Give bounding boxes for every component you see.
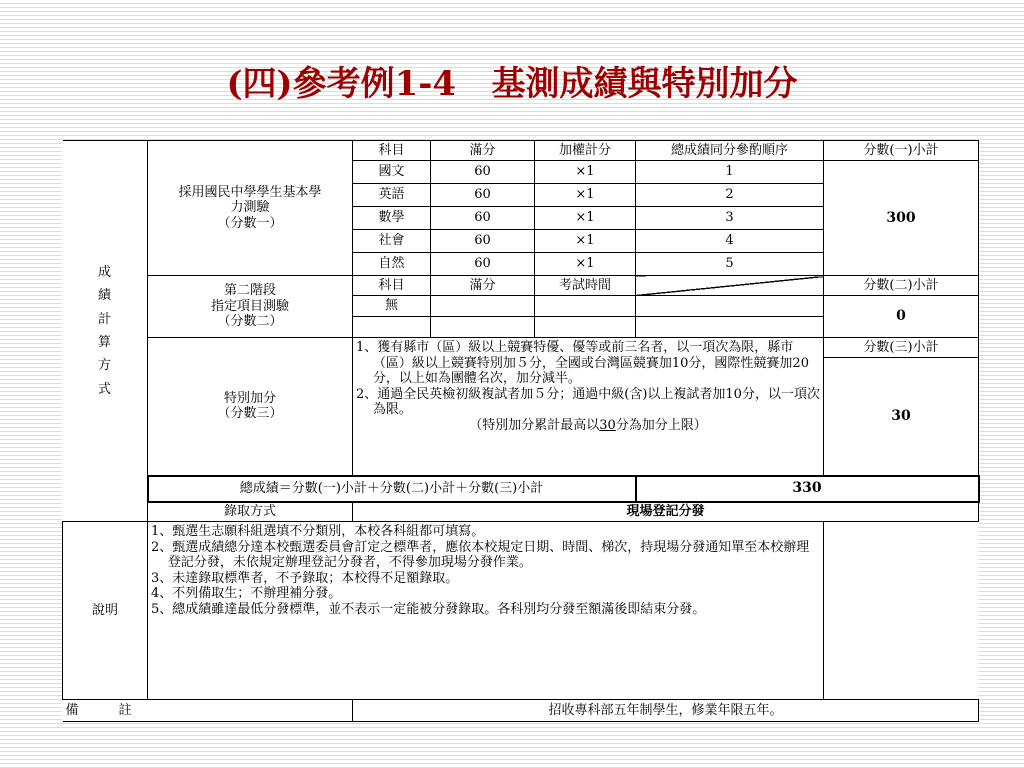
total-score: 330 [636, 476, 979, 502]
subtotal-1: 300 [824, 161, 979, 276]
side-label-cell [63, 141, 148, 522]
header2-subject: 科目 [353, 276, 431, 296]
bonus-rule-1: 1、獲有縣市（區）級以上競賽特優、優等或前三名者，以一項次為限，縣市（區）級以上競賽特別加５分，全國或台灣區競賽加10分，國際性競賽加20分，以上如為團體名次，加分減半。 [356, 340, 809, 387]
header2-full-score: 滿分 [431, 276, 535, 296]
admission-document [62, 140, 978, 720]
list-item: 3、未達錄取標準者，不予錄取；本校得不足額錄取。 [151, 570, 459, 586]
header-subject: 科目 [353, 141, 431, 161]
remarks-text: 招收專科部五年制學生，修業年限五年。 [353, 700, 979, 722]
header-subtotal-2: 分數(二)小計 [824, 276, 979, 296]
admission-method: 現場登記分發 [353, 502, 979, 522]
section2-name: 第二階段 指定項目測驗 （分數二） [148, 276, 353, 338]
table-row: 英語 60 ×1 2 [63, 184, 979, 207]
header-subtotal-3: 分數(三)小計 [824, 338, 979, 358]
list-item: 2、甄選成績總分達本校甄選委員會訂定之標準者，應依本校規定日期、時間、梯次，持現場分發通知單至本校辦理登記分發，未依規定辦理登記分發者，不得參加現場分發作業。 [151, 539, 810, 571]
table-row: 國文 60 ×1 1 300 [63, 161, 979, 184]
table-row: 社會 60 ×1 4 [63, 230, 979, 253]
explain-label: 說明 [63, 522, 148, 700]
table-row: 自然 60 ×1 5 [63, 253, 979, 276]
header-tiebreak-order: 總成績同分參酌順序 [636, 141, 824, 161]
subtotal-2: 0 [824, 296, 979, 338]
bonus-cap: （特別加分累計最高以30分為加分上限） [469, 417, 707, 433]
bonus-cap-value: 30 [599, 417, 616, 433]
admission-label: 錄取方式 [148, 502, 353, 522]
bonus-rules [353, 338, 824, 476]
bonus-rule-2: 2、通過全民英檢初級複試者加５分；通過中級(含)以上複試者加10分，以一項次為限。 [356, 386, 820, 418]
list-item: 1、甄選生志願科組選填不分類別，本校各科組都可填寫。 [151, 524, 485, 539]
admission-notes [148, 522, 824, 700]
header-weight: 加權計分 [535, 141, 636, 161]
side-label: 成 績 計 算 方 式 [97, 264, 111, 397]
section1-name: 採用國民中學學生基本學 力測驗 （分數一） [148, 141, 353, 276]
remarks-label: 備 註 [63, 700, 353, 722]
table-row: 數學 60 ×1 3 [63, 207, 979, 230]
diagonal-cell [636, 276, 824, 296]
list-item: 4、不列備取生；不辦理補分發。 [151, 586, 342, 602]
section3-name: 特別加分 （分數三） [148, 338, 353, 476]
header-subtotal-1: 分數(一)小計 [824, 141, 979, 161]
score-table [62, 140, 980, 722]
page-title: (四)參考例1-4 基測成績與特別加分 [226, 64, 798, 104]
subtotal-3: 30 [824, 358, 979, 476]
header-full-score: 滿分 [431, 141, 535, 161]
header2-exam-time: 考試時間 [535, 276, 636, 296]
list-item: 5、總成績雖達最低分發標準，並不表示一定能被分發錄取。各科別均分發至額滿後即結束分發。 [151, 601, 706, 617]
section2-subject-none: 無 [353, 296, 431, 317]
total-formula: 總成績＝分數(一)小計＋分數(二)小計＋分數(三)小計 [148, 476, 636, 502]
